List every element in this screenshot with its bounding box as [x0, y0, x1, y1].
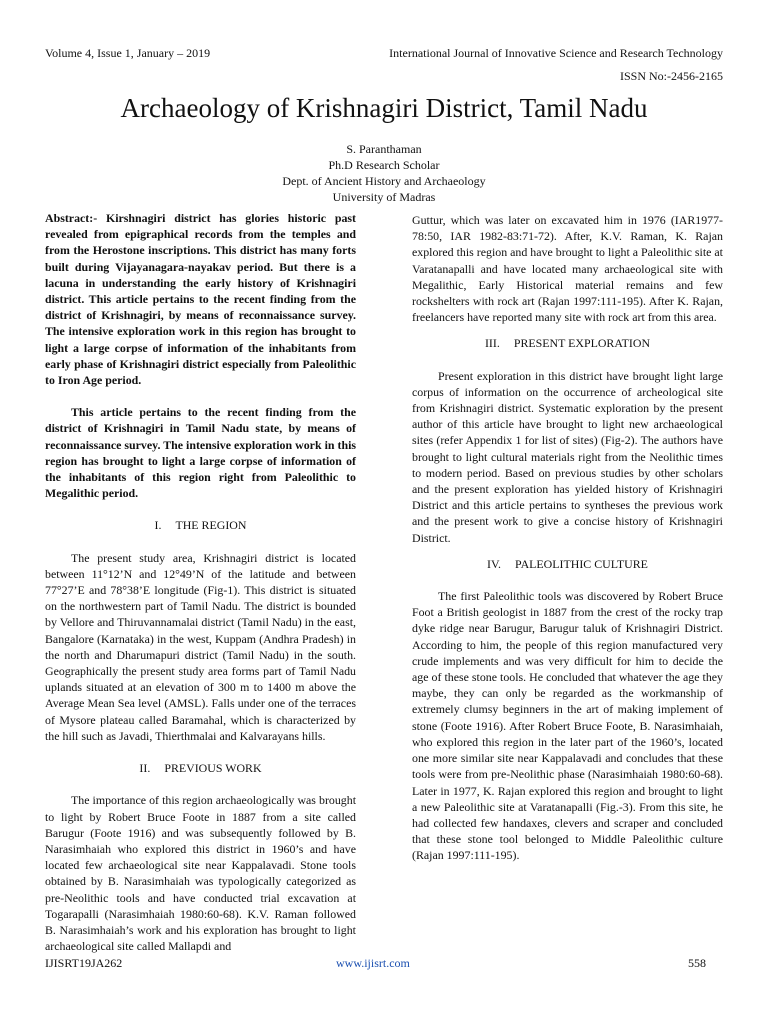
section-heading-paleolithic: [412, 556, 723, 572]
section-title: PRESENT EXPLORATION: [513, 336, 651, 351]
paleolithic-paragraph: The first Paleolithic tools was discovered by Robert Bruce Foot a British geologist in 1887 from the crest of the rocky trap dyke ridge near Barugur, Barugur taluk of Krishnagiri District. According to him, the people of this region manufactured very crude implements and was very difficult for him to decide the age of these stone tools. He concluded that whatever the age they maybe, they can only be regarded as the workmanship of extremely clumsy beginners in the art of making implement of stone (Foote 1916). After Robert Bruce Foote, B. Narasimhaiah, who explored this region in the later part of the 1960’s, located one more similar site near Kappalavadi and concludes that these tools were from pre-Neolithic phase (Narasimhaiah 1980:60-68). Later in 1977, K. Rajan explored this region and brought to light a new Paleolithic site at Varatanapalli (Fig.-3). From this site, he had collected few handaxes, clevers and scraper and concluded that these stone tool belonged to Middle Paleolithic culture (Rajan 1997:111-195).: [412, 589, 723, 863]
author-block: [0, 141, 768, 205]
section-title: PALEOLITHIC CULTURE: [515, 556, 648, 571]
abstract-paragraph: Abstract:- Kirshnagiri district has glories historic past revealed from epigraphical records from the temples and from the Herostone inscriptions. This district has many forts built during Vijayanagara-nayakav period. But there is a lacuna in understanding the early history of Krishnagiri district. This article pertains to the recent finding from the district of Krishnagiri, by means of reconnaissance survey. The intensive exploration work in this region has brought to light a large corpse of information of the inhabitants from early phase of Krishnagiri district especially from Paleolithic to Iron Age period.: [45, 211, 356, 388]
journal-name: International Journal of Innovative Science and Research Technology: [389, 46, 723, 60]
section-heading-region: [45, 517, 356, 533]
section-title: THE REGION: [175, 518, 247, 533]
right-column: [412, 212, 723, 864]
section-title: PREVIOUS WORK: [164, 761, 262, 776]
author-role: Ph.D Research Scholar: [328, 158, 440, 172]
issn-number: ISSN No:-2456-2165: [619, 69, 723, 83]
paper-title: Archaeology of Krishnagiri District, Tamil Nadu: [120, 93, 648, 123]
author-name: S. Paranthaman: [346, 142, 422, 156]
author-dept: Dept. of Ancient History and Archaeology: [282, 174, 486, 188]
region-paragraph: The present study area, Krishnagiri district is located between 11°12’N and 12°49’N of the latitude and between 77°27’E and 78°38’E longitude (Fig-1). This district is situated on the northwestern part of Tamil Nadu. The district is bounded by Vellore and Thiruvannamalai district (Tamil Nadu) in the east, Bangalore (Karnataka) in the west, Kuppam (Andhra Pradesh) in the north and Dharumapuri district (Tamil Nadu) in the south. Geographically the present study area forms part of Tamil Nadu uplands situated at an elevation of 300 m to 1400 m above the Average Mean Sea level (AMSL). Falls under one of the terraces of Mysore plateau called Baramahal, which is characterized by the hill such as Javadi, Thierthmalai and Kalvarayans hills.: [45, 550, 356, 743]
abstract-paragraph-2: This article pertains to the recent finding from the district of Krishnagiri in Tamil Nadu state, by means of reconnaissance survey. The intensive exploration work in this region has brought to light a large corpse of information of the inhabitants of this region right from Paleolithic to Megalithic period.: [45, 405, 356, 501]
page-number: 558: [688, 956, 706, 970]
author-university: University of Madras: [332, 190, 436, 204]
section-heading-present-exploration: [412, 335, 723, 351]
volume-issue: Volume 4, Issue 1, January – 2019: [45, 46, 211, 60]
left-column: [45, 210, 356, 954]
section-number: II.: [139, 761, 151, 776]
section-heading-previous-work: [45, 760, 356, 776]
section-number: IV.: [487, 556, 502, 571]
article-code: IJISRT19JA262: [45, 956, 123, 970]
continued-paragraph: Guttur, which was later on excavated him in 1976 (IAR1977-78:50, IAR 1982-83:71-72). After, K.V. Raman, K. Rajan explored this region and have brought to light a Paleolithic site at Varatanapalli and have located many archaeological site with Megalithic, Early Historical material remains and few rockshelters with rock art (Rajan 1997:111-195). After K. Rajan, freelancers have reported many site with rock art from this area.: [412, 213, 723, 325]
section-number: III.: [484, 336, 500, 351]
previous-work-paragraph: The importance of this region archaeologically was brought to light by Robert Bruce Foote in 1887 from a site called Barugur (Foote 1916) and was subsequently followed by B. Narasimhaiah who explored this district in 1960’s and have located few archaeological site near Kappalavadi. Stone tools obtained by B. Narasimhaiah was typologically categorized as pre-Neolithic tools and have conducted trial excavation at Togarapalli (Narasimhaiah 1980:60-68). K.V. Raman followed B. Narasimhaiah’s work and his exploration has brought to light archaeological site called Mallapdi and: [45, 793, 356, 954]
present-exploration-paragraph: Present exploration in this district have brought light large corpus of information on the occurrence of archeological site from Krishnagiri district. Systematic exploration by the present author of this article have brought to light new archaeological sites (refer Appendix 1 for list of sites) (Fig-2). The authors have brought to light cultural materials right from the Neolithic times to modern period. Based on previous studies by other scholars and the present exploration has yielded history of Krishnagiri District and this article pertains to syntheses the previous work and the present work to give a concise history of Krishnagiri District.: [412, 368, 723, 545]
website-link[interactable]: www.ijisrt.com: [336, 956, 410, 970]
section-number: I.: [154, 518, 162, 533]
